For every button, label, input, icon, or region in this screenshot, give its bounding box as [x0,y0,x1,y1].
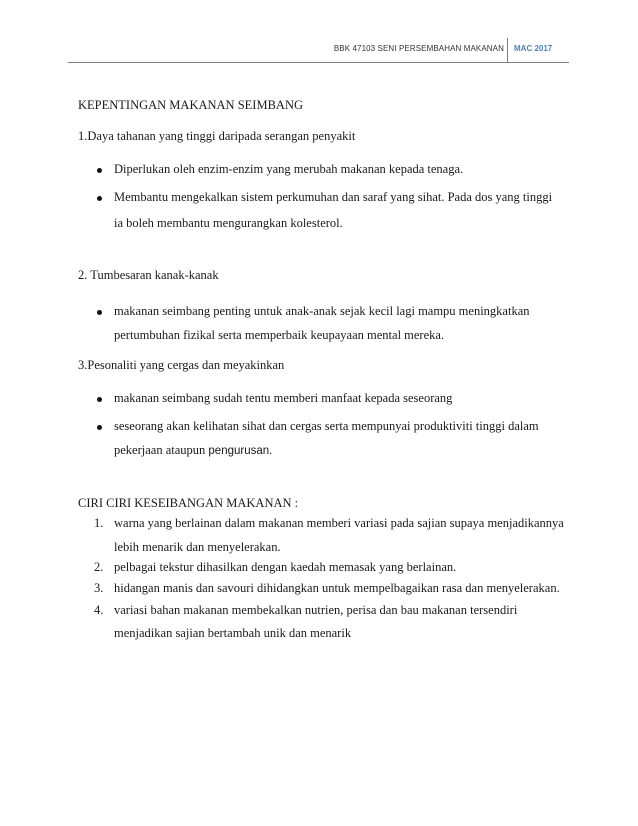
list-item-number: 4. [94,603,104,617]
header-date: MAC 2017 [514,44,553,53]
bullet-icon [97,168,102,173]
point1-bullet2-line1: Membantu mengekalkan sistem perkumuhan dan saraf yang sihat. Pada dos yang tinggi [114,190,553,204]
page-header [68,38,569,64]
bullet-icon [97,425,102,430]
header-course-title: BBK 47103 SENI PERSEMBAHAN MAKANAN [333,44,504,53]
list-item-1-line1: warna yang berlainan dalam makanan memberi variasi pada sajian supaya menjadikannya [114,516,564,530]
point1-bullet1: Diperlukan oleh enzim-enzim yang merubah makanan kepada tenaga. [114,162,464,176]
section2-title: CIRI CIRI KESEIBANGAN MAKANAN : [78,496,299,510]
list-item-3-line1: hidangan manis dan savouri dihidangkan untuk mempelbagaikan rasa dan menyelerakan. [114,581,560,595]
point3-bullet1: makanan seimbang sudah tentu memberi manfaat kepada seseorang [114,391,453,405]
bullet-icon [97,310,102,315]
point3-heading: 3.Pesonaliti yang cergas dan meyakinkan [78,358,285,372]
list-item-2-line1: pelbagai tekstur dihasilkan dengan kaedah memasak yang berlainan. [114,560,457,574]
point3-bullet2-line1: seseorang akan kelihatan sihat dan cergas serta mempunyai produktiviti tinggi dalam [114,419,539,433]
point3-bullet2-line2-part2: pengurusan. [208,445,273,457]
point1-bullet2-line2: ia boleh membantu mengurangkan kolesterol. [114,216,343,230]
header-rule [68,62,569,63]
point2-bullet1-line2: pertumbuhan fizikal serta memperbaik keupayaan mental mereka. [114,328,445,342]
point2-bullet1-line1: makanan seimbang penting untuk anak-anak sejak kecil lagi mampu meningkatkan [114,304,530,318]
point1-heading: 1.Daya tahanan yang tinggi daripada serangan penyakit [78,129,356,143]
point3-bullet2-line2-part1: pekerjaan ataupun [114,443,206,457]
list-item-number: 3. [94,581,104,595]
section1-title: KEPENTINGAN MAKANAN SEIMBANG [78,98,303,112]
list-item-number: 1. [94,516,104,530]
bullet-icon [97,397,102,402]
bullet-icon [97,196,102,201]
list-item-number: 2. [94,560,104,574]
point2-heading: 2. Tumbesaran kanak-kanak [78,268,219,282]
list-item-1-line2: lebih menarik dan menyelerakan. [114,540,281,554]
point3-bullet2-line2 [114,442,272,459]
list-item-4-line1: variasi bahan makanan membekalkan nutrien, perisa dan bau makanan tersendiri [114,603,518,617]
list-item-4-line2: menjadikan sajian bertambah unik dan menarik [114,626,352,640]
header-divider [507,38,508,62]
